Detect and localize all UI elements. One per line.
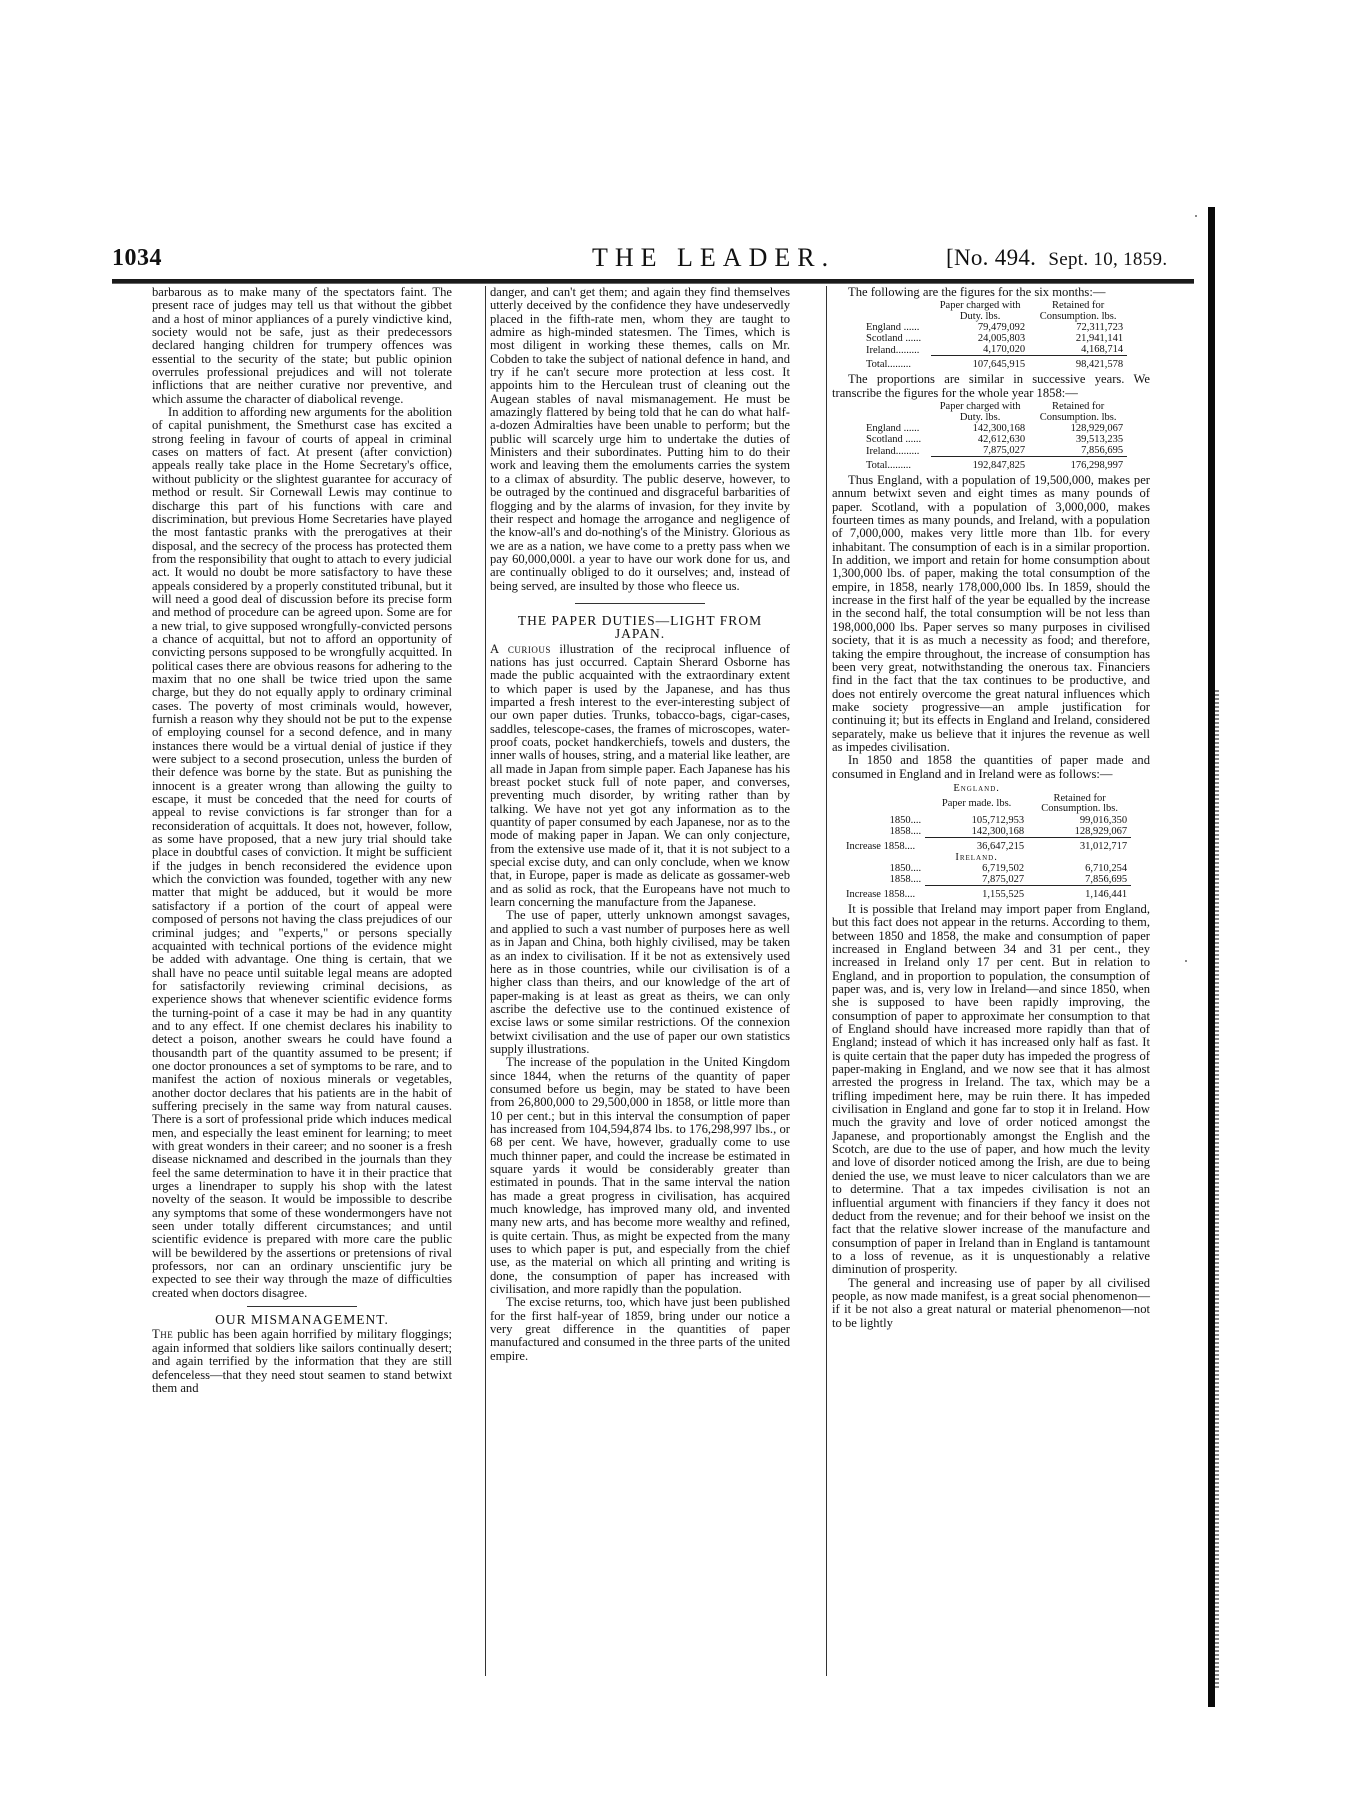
table-total-row: Increase 1858.... 36,647,215 31,012,717: [842, 837, 1131, 852]
scan-page-edge: [1208, 207, 1215, 1707]
table-row: 1850.... 105,712,953 99,016,350: [889, 814, 1128, 826]
paragraph: The general and increasing use of paper by all civilised people, as now made manifest, is a great social phenomenon—if it be not also a great natural or material phenomenon—not to be lightly: [832, 1275, 1150, 1330]
table-row: 1858.... 142,300,168 128,929,067: [889, 825, 1128, 838]
column-divider: [485, 286, 486, 1676]
paragraph: It is possible that Ireland may import paper from England, but this fact does not appear in the returns. According to them, between 1850 and 1858, the make and consumption of paper increased in England between 34 and 31 per cent., they increased in Ireland only 17 per cent. But in relation to England, and in proportion to population, the consumption of paper was, and is, very low in Ireland—and since 1850, when she is supposed to have been rapidly improving, the consumption of paper to approximate her consumption to that of England should have increased more rapidly than that of England; instead of which it has increased only half as fast. It is quite certain that the paper duty has impeded the progress of paper-making in England, and we now see that it has almost arrested the progress in Ireland. The tax, which may be a trifling impediment here, may be ruin there. It has impeded civilisation in England and gone far to stop it in Ireland. How much the gravity and love of order noticed amongst the Japanese, and proportionably amongst the English and the Scotch, are due to the use of paper, and how much the levity and love of disorder noticed among the Irish, are due to being denied the use, we must leave to nicer calculators than we are to determine. That a tax impedes civilisation is not an influential argument with financiers if they fancy it does not deduct from the revenue; and for their behoof we insist on the fact that the relative slower increase of the manufacture and consumption of paper in Ireland than in England is tantamount to a loss of revenue, as it is unquestionably a relative diminution of prosperity.: [832, 901, 1150, 1277]
heading-line: THE PAPER DUTIES—LIGHT FROM: [517, 612, 763, 628]
paragraph-text: illustration of the reciprocal influence of nations has just occurred. Captain Sherard Osborne has made the public acquainted with the extraordinary extent to which paper is used by the Japanese, and has thus imparted a fresh interest to the ever-interesting subject of our own paper duties. Trunks, tobacco-bags, cigar-cases, saddles, telescope-cases, the frames of microscopes, water-proof coats, pocket handkerchiefs, towels and dusters, the inner walls of houses, string, and a material like leather, are all made in Japan from simple paper. Each Japanese has his breast pocket stuck full of note paper, and converses, preventing much disorder, by writing rather than by talking. We have not yet got any information as to the quantity of paper consumed by each Japanese, nor as to the mode of making paper in Japan. We can only conjecture, from the extensive use made of it, that it is not subject to a special excise duty, and can only conclude, when we know that, in Europe, paper is made as delicate as gossamer-web and as solid as rock, that the Europeans have not much to learn concerning the manufacture from the Japanese.: [490, 641, 790, 910]
table-header: Retained for Consumption. lbs.: [1039, 300, 1117, 322]
table-total-row: Total......... 192,847,825 176,298,997: [862, 457, 1127, 472]
table-row: Scotland ...... 42,612,630 39,513,235: [866, 434, 1124, 446]
column-divider: [826, 286, 827, 1676]
table-row: England ...... 142,300,168 128,929,067: [866, 423, 1124, 435]
issue-info: [946, 245, 1167, 271]
scan-speck: [1195, 215, 1197, 217]
paragraph: In 1850 and 1858 the quantities of paper made and consumed in England and in Ireland were as follows:—: [832, 753, 1150, 781]
table-header: Paper made. lbs.: [941, 798, 1012, 810]
paragraph: [490, 643, 790, 910]
table-row: Ireland......... 4,170,020 4,168,714: [866, 344, 1124, 356]
table-header: Paper charged with Duty. lbs.: [939, 401, 1021, 423]
paragraph: barbarous as to make many of the spectators faint. The present race of judges may tell us that without the gibbet and a host of minor appliances of a purely vindictive kind, society would not be safe, just as their predecessors declared hanging children for trumpery offences was essential to the security of the state; but public opinion overrules professional prejudices and will not tolerate inflictions that are neither curative nor preventive, and which assume the character of diabolical revenge.: [152, 285, 452, 406]
table-six-months: [862, 301, 1127, 370]
table-section-england: England.: [953, 782, 1000, 794]
table-header: Paper charged with Duty. lbs.: [939, 300, 1021, 322]
article-heading-mismanagement: OUR MISMANAGEMENT.: [215, 1312, 389, 1328]
table-header: Retained for Consumption. lbs.: [1041, 792, 1118, 815]
paragraph: danger, and can't get them; and again they find themselves utterly deceived by the confidence they have undeservedly placed in the fifth-rate men, whom they are taught to admire as high-minded statesmen. The Times, which is most diligent in working these themes, calls on Mr. Cobden to take the subject of national defence in hand, and try if he can't secure more protection at less cost. It appoints him to the Herculean trust of cleaning out the Augean stables of naval mismanagement. He must be amazingly flattered by being told that he can do what half-a-dozen Admiralties have been unable to perform; but the public will scarcely urge him to undertake the duties of Ministers and their subordinates. Putting him to do their work and leaving them the emoluments carries the system to a climax of absurdity. The public deserve, however, to be outraged by the continued and disgraceful barbarities of flogging and by the alarms of invasion, for they invite by their respect and homage the arrogance and negligence of the know-all's and do-nothing's of the Ministry. Glorious as we are as a nation, we have come to a pretty pass when we pay 60,000,000l. a year to have our work done for us, and are continually obliged to do it ourselves; and, instead of being served, are insulted by those who fleece us.: [490, 285, 790, 593]
column-1: [152, 286, 452, 1395]
table-header: [842, 794, 925, 815]
paragraph: Thus England, with a population of 19,500,000, makes per annum betwixt seven and eight times as many pounds of paper. Scotland, with a population of 3,000,000, makes fourteen times as many pounds, and Ireland, with a population of 7,000,000, makes very little more than 1lb. for every inhabitant. The consumption of each is in a similar proportion. In addition, we import and retain for home consumption about 1,300,000 lbs. of paper, making the total consumption of the empire, in 1858, nearly 178,000,000 lbs. In 1859, should the increase in the first half of the year be equalled by the increase in the second half, the total consumption will be not less than 198,000,000 lbs. Paper serves so many purposes in civilised society, that it is as much a necessity as food; and therefore, taking the empire throughout, the increase of consumption has been very great, notwithstanding the onerous tax. Financiers find in the fact that the tax continues to be productive, and does not entirely overcome the great natural influences which make society progressive—an ample justification for continuing it; but its effects in England and Ireland, considered separately, make us believe that it injures the revenue as well as impedes civilisation.: [832, 473, 1150, 754]
table-row: 1850.... 6,719,502 6,710,254: [889, 862, 1128, 874]
table-row: 1858.... 7,875,027 7,856,695: [889, 873, 1128, 886]
paragraph: The proportions are similar in successive years. We transcribe the figures for the whole year 1858:—: [832, 372, 1150, 400]
page-number: 1034: [112, 245, 162, 271]
article-body: [152, 1328, 452, 1395]
table-row: England ...... 79,479,092 72,311,723: [866, 322, 1124, 334]
table-header: [862, 301, 931, 322]
article-heading-paper-duties: [490, 614, 790, 641]
heading-line: JAPAN.: [614, 626, 666, 642]
lead-smallcaps: A curious: [490, 641, 551, 656]
table-total-row: Total......... 107,645,915 98,421,578: [862, 356, 1127, 371]
scan-speck: [1185, 960, 1187, 962]
issue-number: [No. 494.: [946, 245, 1037, 270]
table-row: Ireland......... 7,875,027 7,856,695: [866, 445, 1124, 457]
table-header: [862, 402, 931, 423]
table-total-row: Increase 1858.... 1,155,525 1,146,441: [842, 885, 1131, 900]
paragraph: In addition to affording new arguments for the abolition of capital punishment, the Smethurst case has excited a strong feeling in favour of courts of appeal in criminal cases on matters of fact. At present (after conviction) appeals really take place in the Home Secretary's office, without publicity or the slightest guarantee for accuracy of method or result. Sir Cornewall Lewis may continue to discharge this part of his functions with care and discrimination, but previous Home Secretaries have played the most fantastic pranks with the prerogatives at their disposal, and the secrecy of the process has protected them from the responsibility that ought to attach to every judicial act. It would no doubt be more satisfactory to have these appeals considered by a properly constituted tribunal, but it will need a good deal of discussion before its precise form and method of procedure can be agreed upon. Some are for a new trial, to give supposed wrongfully-convicted persons a chance of acquittal, but not to afford an opportunity of convicting persons supposed to be wrongfully acquitted. In political cases there are obvious reasons for adhering to the maxim that no one shall be twice tried upon the same charge, but they do not equally apply to ordinary criminal cases. The poverty of most criminals would, however, furnish a reason why they should not be put to the expense of employing counsel for a second defence, and in many instances there would be a virtual denial of justice if they were subject to a second prosecution, unless the burden of their defence was borne by the state. But as punishing the innocent is a greater wrong than allowing the guilty to escape, it must be conceded that the need for courts of appeal to revise convictions is far stronger than for a reconsideration of acquittals. It does not, however, follow, as some have proposed, that a new jury trial should take place in doubtful cases of conviction. It might be sufficient if the judges in bench reconsidered the evidence upon which the conviction was founded, together with any new matter that might be adduced, but it would be more satisfactory if a portion of the court of appeal were composed of persons not having the class prejudices of our criminal judges; and "experts," or persons specially acquainted with technical portions of the evidence might be added with advantage. One thing is certain, that we shall have no peace until suitable legal means are adopted for satisfactorily reviewing criminal decisions, as experience shows that whenever scientific evidence forms the turning-point of a case it may be had in any quantity and to any effect. If one chemist declares his inability to detect a poison, another swears he could have found a thousandth part of the quantity assumed to be present; if one doctor pronounces a set of symptoms to be rare, and to manifest the action of noxious minerals or vegetables, another doctor declares that his patients are in the habit of suffering precisely in the same way from natural causes. There is a sort of professional pride which induces medical men, and especially the least eminent for learning; to meet with great wonders in their career; and no sooner is a fresh disease nicknamed and described in the journals than they feel the same determination to have it in their practice that urges a linendraper to supply his shop with the latest novelty of the season. It would be impossible to describe any symptoms that some of these wondermongers have not seen under totally different circumstances; and until scientific evidence is prepared with more care the public will be bewildered by the assertions or pretensions of rival professors, nor can an ordinary unscientific jury be expected to see their way through the maze of difficulties created when doctors disagree.: [152, 405, 452, 1300]
table-year-1858: [862, 402, 1127, 471]
table-england-ireland: [842, 783, 1131, 900]
column-3: [832, 286, 1150, 1330]
column-2: [490, 286, 790, 1363]
issue-date: Sept. 10, 1859.: [1048, 249, 1168, 270]
masthead-rule: [112, 279, 1194, 284]
paragraph: The increase of the population in the United Kingdom since 1844, when the returns of the quantity of paper consumed before us begin, may be stated to have been from 26,800,000 to 29,500,000 in 1858, or little more than 10 per cent.; but in this interval the consumption of paper has increased from 104,594,874 lbs. to 176,298,997 lbs., or 68 per cent. We have, however, gradually come to use much thinner paper, and could the increase be estimated in square yards it would be considerably greater than estimated in pounds. That in the same interval the nation has made a great progress in civilisation, has acquired much knowledge, has improved many old, and invented many new arts, and has become more wealthy and refined, is quite certain. Thus, as might be expected from the many uses to which paper is put, and especially from the chief use, as the material on which all printing and writing is done, the consumption of paper has increased with civilisation, and more rapidly than the population.: [490, 1055, 790, 1297]
table-row: Scotland ...... 24,005,803 21,941,141: [866, 333, 1124, 345]
table-section-ireland: Ireland.: [955, 851, 998, 863]
dropcap: The: [152, 1327, 174, 1342]
masthead: [112, 243, 1194, 277]
newspaper-title: THE LEADER.: [592, 243, 836, 272]
paragraph: The use of paper, utterly unknown amongst savages, and applied to such a vast number of purposes here as well as in Japan and China, both highly civilised, may be taken as an index to civilisation. If it be not as extensively used here as in those countries, while our civilisation is of a higher class than theirs, and our knowledge of the art of paper-making is at least as great as theirs, we can only ascribe the defective use to the continued existence of excise laws or some similar restrictions. Of the connexion betwixt civilisation and the use of paper our own statistics supply illustrations.: [490, 908, 790, 1056]
table-header: Retained for Consumption. lbs.: [1039, 401, 1117, 423]
article-separator: [247, 1306, 357, 1307]
paragraph: The following are the figures for the six months:—: [848, 285, 1106, 299]
article-text: public has been again horrified by military floggings; again informed that soldiers like sailors continually desert; and again terrified by the information that they are still defenceless—that they need stout seamen to stand betwixt them and: [152, 1327, 452, 1395]
paragraph: The excise returns, too, which have just been published for the first half-year of 1859, bring under our notice a very great difference in the quantities of paper manufactured and consumed in the three parts of the united empire.: [490, 1295, 790, 1363]
article-separator: [575, 603, 705, 604]
scan-page-edge-shadow: [1215, 690, 1219, 1690]
